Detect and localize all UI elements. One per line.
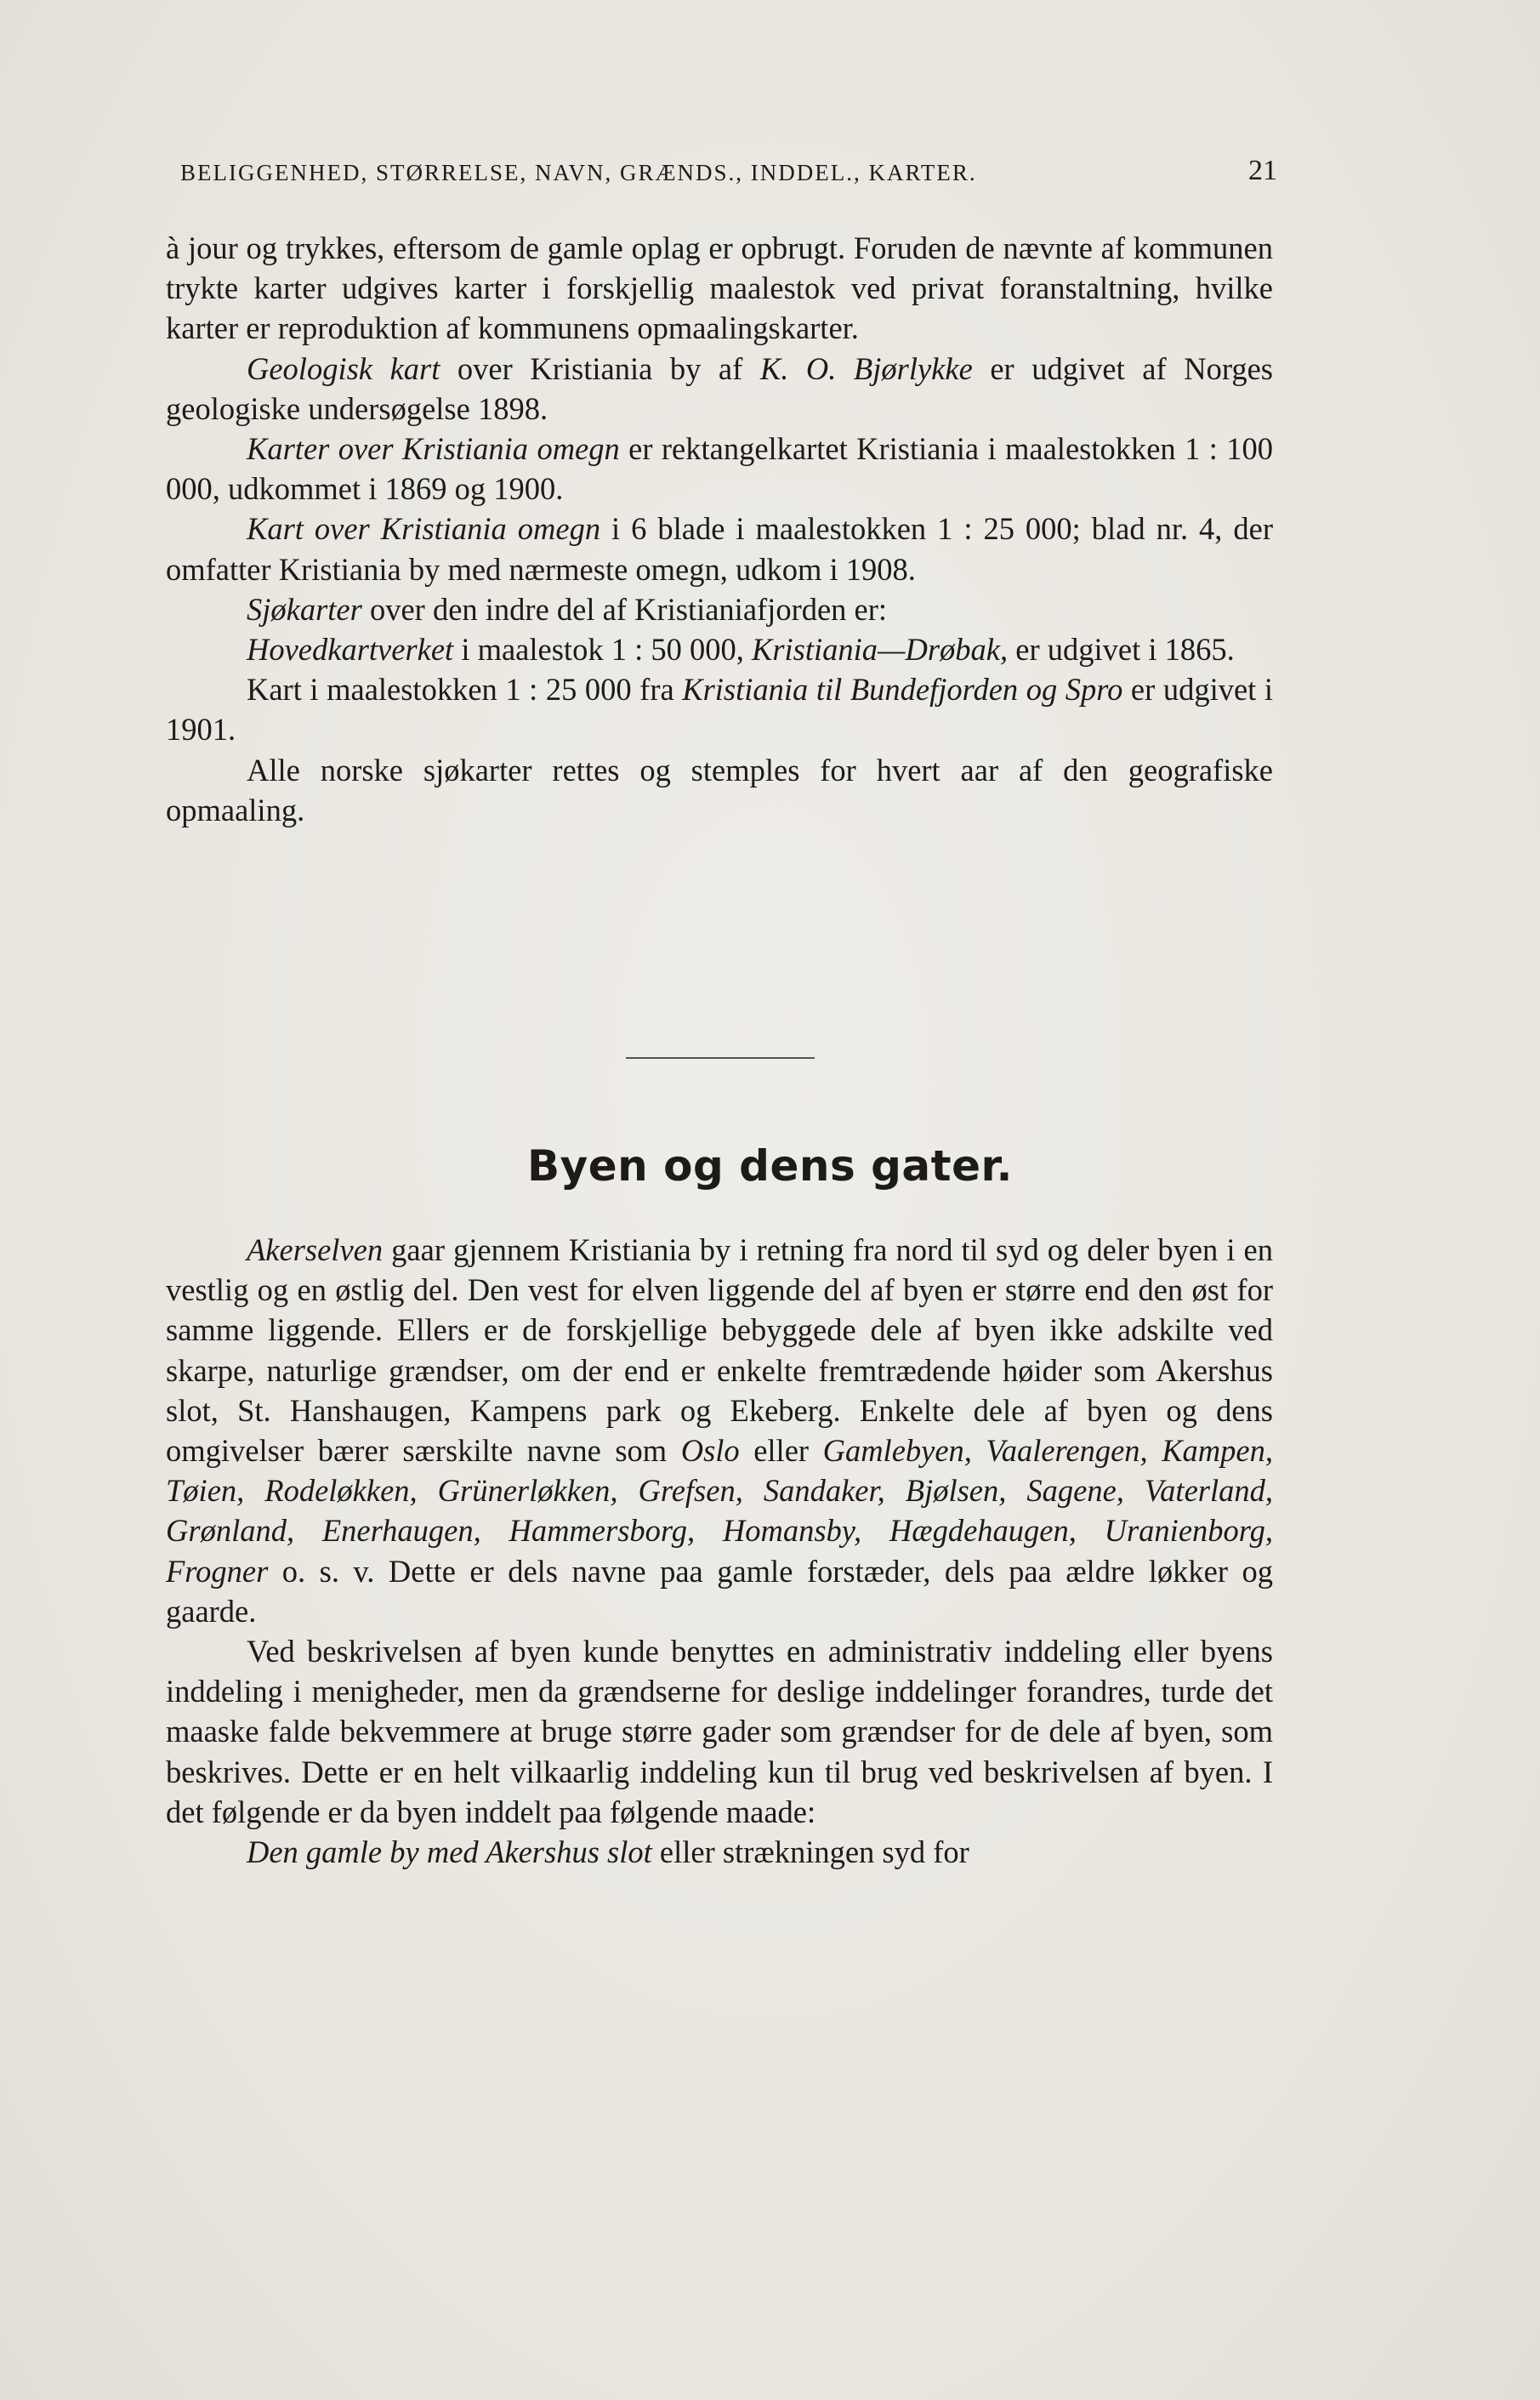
paragraph-text: over den indre del af Kristianiafjorden er: [361,591,888,627]
paragraph-text: eller [739,1433,823,1469]
section-divider [626,1057,815,1059]
italic-text: Kristiania til Bundefjorden og Spro [682,672,1123,708]
paragraph-text: i 6 blade i maalestokken 1 : 25 000; blad nr. 4, der omfatter Kristiania by med nærmeste omegn, udkom i 1908. [166,511,1273,587]
paragraph-text: o. s. v. Dette er dels navne paa gamle forstæder, dels paa ældre løkker og gaarde. [166,1553,1273,1629]
italic-text: Karter over Kristiania omegn [247,431,620,467]
section-heading: Byen og dens gater. [527,1141,1013,1191]
paragraph [166,349,1273,429]
paragraph-text: er rektangelkartet Kristiania i maalestokken 1 : 100 000, udkommet i 1869 og 1900. [166,431,1273,507]
italic-text: Akerselven [247,1232,384,1267]
paragraph [166,1631,1273,1832]
paragraph [166,509,1273,589]
paragraph [166,429,1273,509]
maps-section [166,228,1273,830]
paragraph-text: er udgivet af Norges geologiske undersøgelse 1898. [166,350,1273,426]
paragraph-text: à jour og trykkes, eftersom de gamle oplag er opbrugt. Foruden de nævnte af kommunen trykte karter udgives karter i forskjellig maalestok ved privat foranstaltning, hvilke karter er reproduktion af kommunens opmaalingskarter. [166,230,1273,346]
paragraph [166,228,1273,349]
paragraph-text: er udgivet i 1865. [1008,632,1235,668]
paragraph [166,589,1273,629]
paragraph-text: Alle norske sjøkarter rettes og stemples for hvert aar af den geografiske opmaaling. [166,752,1273,827]
running-head-title: BELIGGENHED, STØRRELSE, NAVN, GRÆNDS., INDDEL., KARTER. [180,160,977,185]
paragraph-text: Kart i maalestokken 1 : 25 000 fra [247,672,683,708]
italic-text: Hovedkartverket [247,632,454,668]
paragraph [166,669,1273,749]
paragraph-text: over Kristiania by af [440,350,760,386]
paragraph-text: er udgivet i 1901. [166,672,1273,748]
paragraph [166,1832,1273,1872]
page-number: 21 [1248,155,1277,186]
italic-text: Den gamle by med Akershus slot [247,1834,652,1870]
paragraph [166,629,1273,669]
italic-text: Oslo [680,1433,740,1469]
italic-text: Sjøkarter [247,591,362,627]
paragraph-text: gaar gjennem Kristiania by i retning fra nord til syd og deler byen i en vestlig og en østlig del. Den vest for elven liggende del af byen er større end den øst for samme liggende. Ellers er de forskjellige bebyggede dele af byen ikke adskilte ved skarpe, naturlige grændser, om der end er enkelte fremtrædende høider som Akershus slot, St. Hanshaugen, Kampens park og Ekeberg. Enkelte dele af byen og dens omgivelser bærer særskilte navne som [166,1232,1273,1469]
paragraph-text: Ved beskrivelsen af byen kunde benyttes en administrativ inddeling eller byens inddeling i menigheder, men da grændserne for deslige inddelinger forandres, turde det maaske falde bekvemmere at bruge større gader som grændser for de dele af byen, som beskrives. Dette er en helt vilkaarlig inddeling kun til brug ved beskrivelsen af byen. I det følgende er da byen inddelt paa følgende maade: [166,1634,1273,1829]
italic-text: Kart over Kristiania omegn [247,511,601,547]
italic-text: Geologisk kart [247,350,440,386]
italic-text: Kristiania—Drøbak, [751,632,1009,668]
paragraph-text: i maalestok 1 : 50 000, [453,632,752,668]
italic-text: K. O. Bjørlykke [759,350,973,386]
paragraph-text: eller strækningen syd for [651,1834,969,1870]
city-section [166,1230,1273,1872]
paragraph [166,1230,1273,1631]
italic-text: Gamlebyen, Vaalerengen, Kampen, Tøien, Rodeløkken, Grünerløkken, Grefsen, Sandaker, Bjølsen, Sagene, Vaterland, Grønland, Enerhaugen, Hammersborg, Homansby, Hægdehaugen, Uranienborg, Frogner [166,1433,1273,1589]
paragraph [166,750,1273,830]
